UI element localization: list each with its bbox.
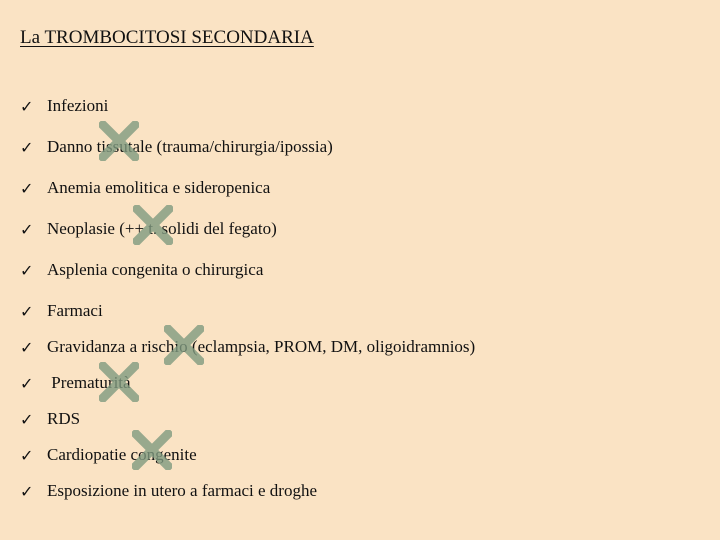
list-item <box>20 479 317 503</box>
list-item-text: Infezioni <box>47 96 109 115</box>
list-item-text: Anemia emolitica e sideropenica <box>47 178 271 197</box>
list-item <box>20 371 131 395</box>
checkmark-icon: ✓ <box>20 178 34 198</box>
checkmark-icon: ✓ <box>20 481 34 501</box>
list-item <box>20 135 333 159</box>
list-item-text: Esposizione in utero a farmaci e droghe <box>47 481 318 500</box>
list-item-text: Cardiopatie congenite <box>47 445 197 464</box>
list-item <box>20 94 108 118</box>
checkmark-icon: ✓ <box>20 260 34 280</box>
list-item <box>20 407 80 431</box>
list-item-text: Asplenia congenita o chirurgica <box>47 260 264 279</box>
list-item <box>20 443 197 467</box>
checkmark-icon: ✓ <box>20 96 34 116</box>
list-item-text: Neoplasie (++ t. solidi del fegato) <box>47 219 277 238</box>
list-item <box>20 335 475 359</box>
list-item <box>20 299 103 323</box>
checkmark-icon: ✓ <box>20 219 34 239</box>
checkmark-icon: ✓ <box>20 337 34 357</box>
checkmark-icon: ✓ <box>20 409 34 429</box>
list-item-text: Danno tissutale (trauma/chirurgia/ipossia) <box>47 137 333 156</box>
slide-title: La TROMBOCITOSI SECONDARIA <box>20 27 314 48</box>
list-item <box>20 258 263 282</box>
checkmark-icon: ✓ <box>20 445 34 465</box>
checkmark-icon: ✓ <box>20 301 34 321</box>
checkmark-icon: ✓ <box>20 137 34 157</box>
list-item-text: Prematurità <box>47 373 131 392</box>
list-item-text: Farmaci <box>47 301 103 320</box>
checkmark-icon: ✓ <box>20 373 34 393</box>
list-item <box>20 176 270 200</box>
list-item-text: RDS <box>47 409 81 428</box>
list-item-text: Gravidanza a rischio (eclampsia, PROM, DM, oligoidramnios) <box>47 337 476 356</box>
list-item <box>20 217 277 241</box>
